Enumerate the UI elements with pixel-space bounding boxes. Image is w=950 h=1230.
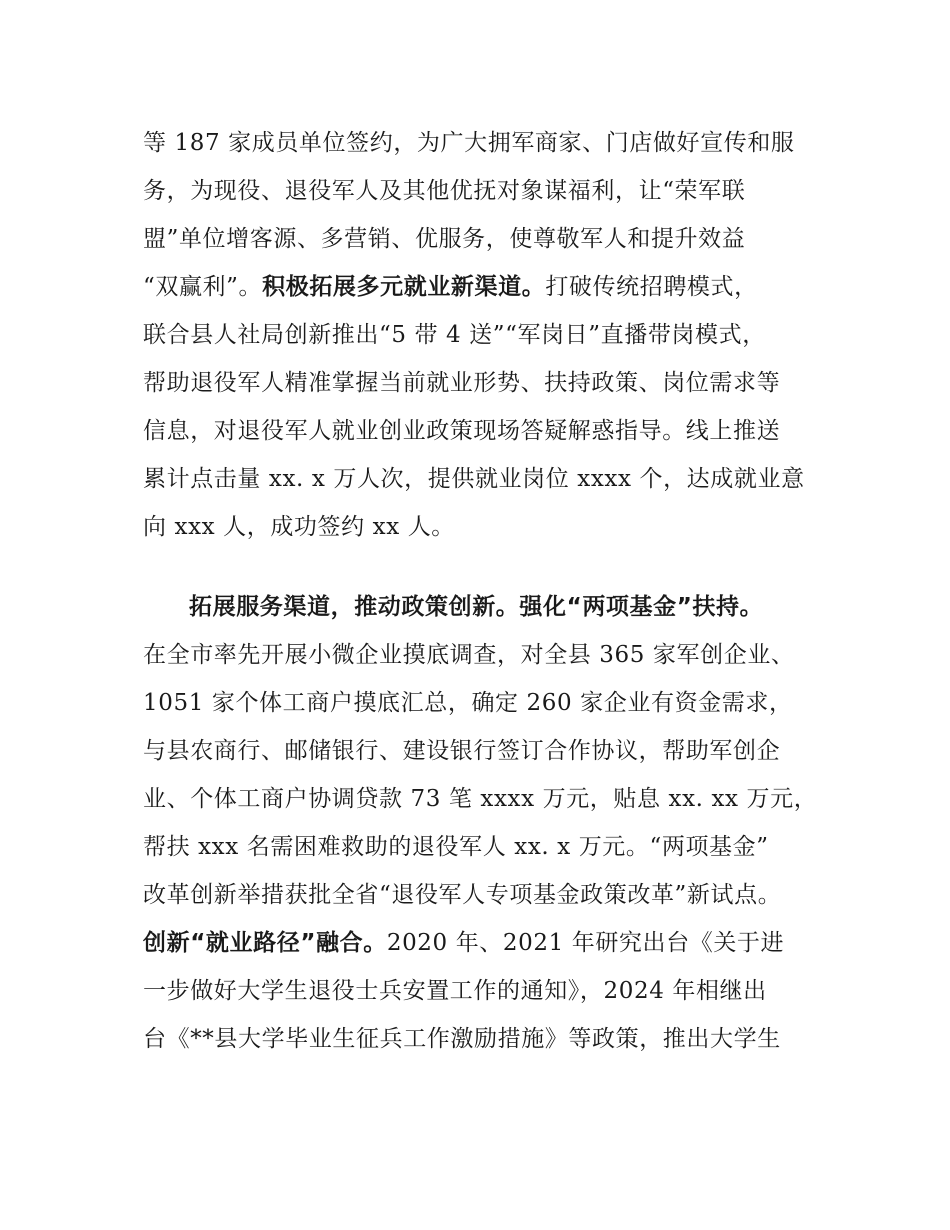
section-heading: 拓展服务渠道，推动政策创新。强化“两项基金”扶持。: [189, 594, 764, 620]
text-line: [143, 928, 784, 958]
text-line: 务，为现役、退役军人及其他优抚对象谋福利，让“荣军联: [143, 178, 746, 204]
text-segment: 2020 年、2021 年研究出台《关于进: [386, 930, 785, 956]
text-line: 一步做好大学生退役士兵安置工作的通知》，2024 年相继出: [143, 978, 767, 1004]
text-segment: 打破传统招聘模式，: [545, 274, 758, 300]
text-line: 业、个体工商户协调贷款 73 笔 xxxx 万元，贴息 xx. xx 万元，: [143, 786, 818, 812]
bold-heading: 创新“就业路径”融合。: [143, 930, 387, 956]
text-line: 帮扶 xxx 名需困难救助的退役军人 xx. x 万元。“两项基金”: [143, 834, 769, 860]
text-line: 盟”单位增客源、多营销、优服务，使尊敬军人和提升效益: [143, 226, 746, 252]
text-line: 帮助退役军人精准掌握当前就业形势、扶持政策、岗位需求等: [143, 370, 781, 396]
text-line: 1051 家个体工商户摸底汇总，确定 260 家企业有资金需求，: [143, 690, 793, 716]
text-line: 在全市率先开展小微企业摸底调查，对全县 365 家军创企业、: [143, 642, 795, 668]
text-segment: “双赢利”。: [143, 274, 263, 300]
text-line: 等 187 家成员单位签约，为广大拥军商家、门店做好宣传和服: [143, 130, 795, 156]
bold-heading: 积极拓展多元就业新渠道。: [262, 274, 546, 300]
text-line: 台《**县大学毕业生征兵工作激励措施》等政策，推出大学生: [143, 1026, 781, 1052]
text-line: 与县农商行、邮储银行、建设银行签订合作协议，帮助军创企: [143, 738, 781, 764]
text-line: 改革创新举措获批全省“退役军人专项基金政策改革”新试点。: [143, 882, 782, 908]
text-line: [143, 272, 758, 302]
text-line: 累计点击量 xx. x 万人次，提供就业岗位 xxxx 个，达成就业意: [143, 466, 805, 492]
text-line: 联合县人社局创新推出“5 带 4 送”“军岗日”直播带岗模式，: [143, 322, 766, 348]
text-line: 信息，对退役军人就业创业政策现场答疑解惑指导。线上推送: [143, 418, 781, 444]
text-line: 向 xxx 人，成功签约 xx 人。: [143, 514, 455, 540]
